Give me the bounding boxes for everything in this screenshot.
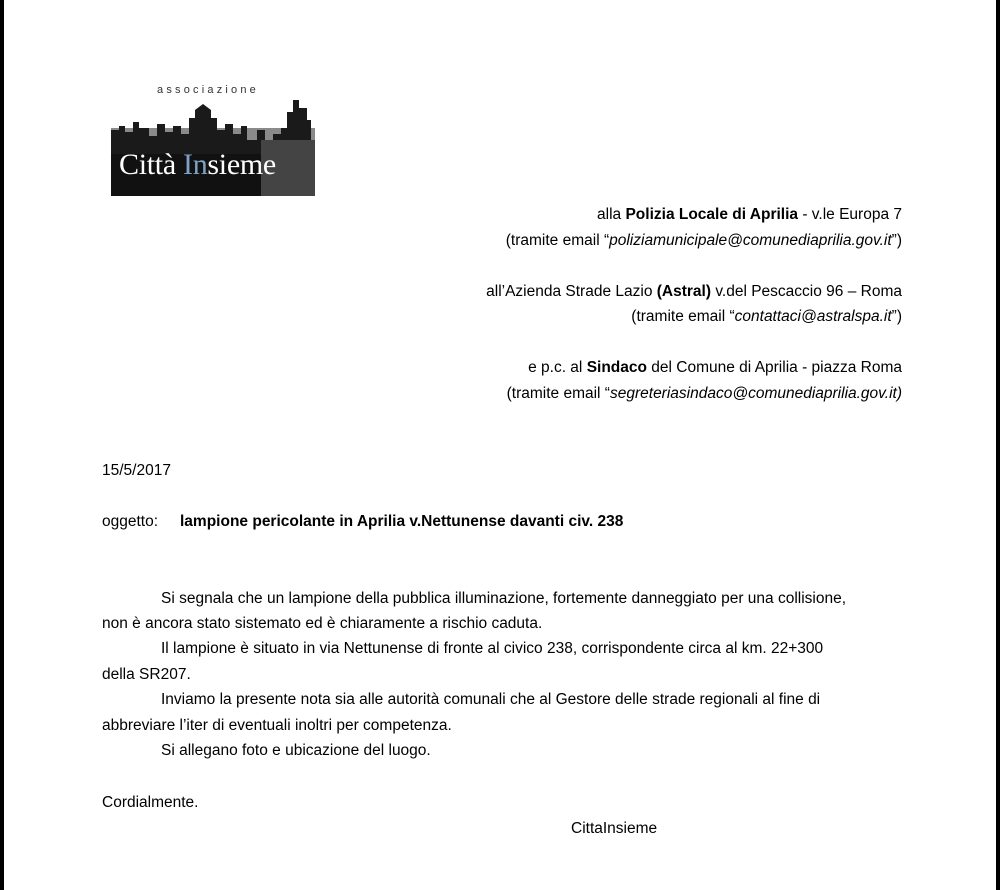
letter-date: 15/5/2017: [102, 462, 171, 479]
recipient-3-line: e p.c. al Sindaco del Comune di Aprilia - piazza Roma: [528, 359, 902, 376]
body-p2-line1: Il lampione è situato in via Nettunense di fronte al civico 238, corrispondente circa al km. 22+300: [161, 640, 824, 657]
body-p2-line2: della SR207.: [102, 666, 191, 683]
recipient-2-line: all’Azienda Strade Lazio (Astral) v.del Pescaccio 96 – Roma: [486, 283, 902, 300]
body-p1-line1: Si segnala che un lampione della pubblica illuminazione, fortemente danneggiato per una collisione,: [161, 590, 847, 607]
logo-association-label: associazione: [157, 84, 259, 96]
body-p4-line1: Si allegano foto e ubicazione del luogo.: [161, 742, 431, 759]
recipient-1-email: (tramite email “poliziamunicipale@comunediaprilia.gov.it”): [505, 232, 902, 249]
body-p3-line1: Inviamo la presente nota sia alle autorità comunali che al Gestore delle strade regionali al fine di: [161, 691, 821, 708]
recipient-2-email: (tramite email “contattaci@astralspa.it”): [631, 308, 902, 325]
document-page: [4, 0, 996, 890]
recipient-3-email: (tramite email “segreteriasindaco@comunediaprilia.gov.it): [506, 385, 902, 402]
logo-name-part2: sieme: [207, 148, 276, 181]
closing: Cordialmente.: [102, 794, 199, 811]
signature: CittaInsieme: [571, 820, 658, 837]
logo-name-part1: Città: [119, 148, 184, 181]
subject-label: oggetto:: [102, 513, 159, 530]
body-p1-line2: non è ancora stato sistemato ed è chiaramente a rischio caduta.: [102, 615, 543, 632]
recipient-1-line: alla Polizia Locale di Aprilia - v.le Europa 7: [597, 206, 902, 223]
logo-name: [119, 148, 276, 182]
subject-text: lampione pericolante in Aprilia v.Nettunense davanti civ. 238: [180, 513, 624, 530]
logo-name-highlight: In: [183, 148, 208, 181]
body-p3-line2: abbreviare l’iter di eventuali inoltri per competenza.: [102, 717, 452, 734]
